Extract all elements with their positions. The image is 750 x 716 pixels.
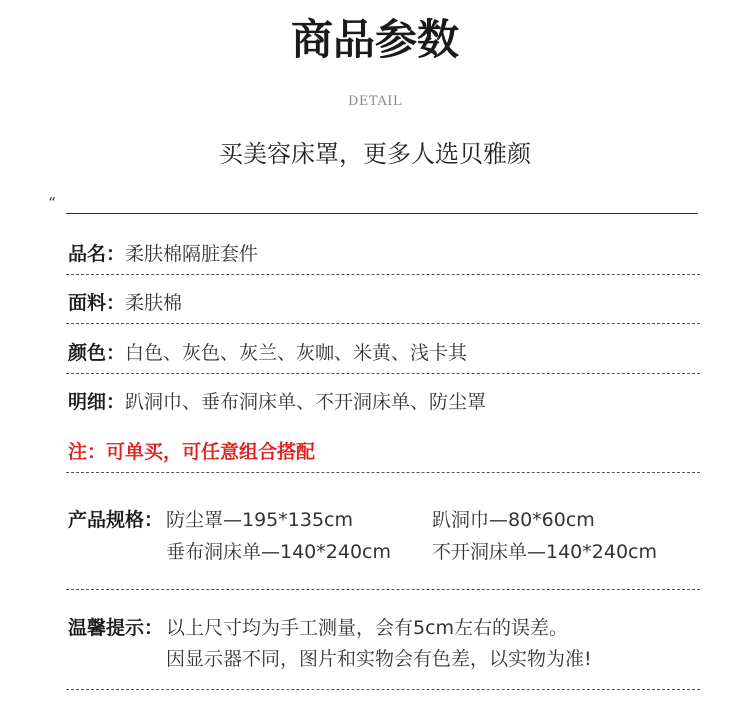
param-label: 面料： <box>68 292 126 314</box>
tip-label: 温馨提示： <box>68 617 164 639</box>
spec-label: 产品规格： <box>68 509 164 531</box>
param-label: 颜色： <box>68 342 126 364</box>
section-divider <box>66 213 698 214</box>
row-divider <box>66 323 700 324</box>
param-row-detail <box>68 389 486 415</box>
param-value: 趴洞巾、垂布洞床单、不开洞床单、防尘罩 <box>125 391 487 413</box>
tip-line: 因显示器不同，图片和实物会有色差，以实物为准! <box>166 648 592 670</box>
row-divider <box>66 472 700 473</box>
spec-item: 趴洞巾—80*60cm <box>432 509 595 531</box>
param-row-name <box>68 241 258 267</box>
purchase-note: 注：可单买，可任意组合搭配 <box>68 441 316 463</box>
tip-line: 以上尺寸均为手工测量，会有5cm左右的误差。 <box>166 617 569 639</box>
spec-item: 防尘罩—195*135cm <box>166 509 353 531</box>
page-subtitle: DETAIL <box>347 94 403 109</box>
spec-item: 不开洞床单—140*240cm <box>432 541 657 563</box>
param-value: 白色、灰色、灰兰、灰咖、米黄、浅卡其 <box>125 342 468 364</box>
page-title: 商品参数 <box>290 15 459 64</box>
param-label: 品名： <box>68 243 126 265</box>
param-value: 柔肤棉隔脏套件 <box>125 243 259 265</box>
row-divider <box>66 589 700 590</box>
row-divider <box>66 274 700 275</box>
spec-item: 垂布洞床单—140*240cm <box>166 541 391 563</box>
param-label: 明细： <box>68 391 126 413</box>
param-value: 柔肤棉 <box>125 292 183 314</box>
slogan: 买美容床罩，更多人选贝雅颜 <box>219 140 531 168</box>
row-divider <box>66 689 700 690</box>
param-row-color <box>68 340 467 366</box>
param-row-fabric <box>68 290 182 316</box>
quote-mark-icon: “ <box>48 194 56 212</box>
row-divider <box>66 373 700 374</box>
